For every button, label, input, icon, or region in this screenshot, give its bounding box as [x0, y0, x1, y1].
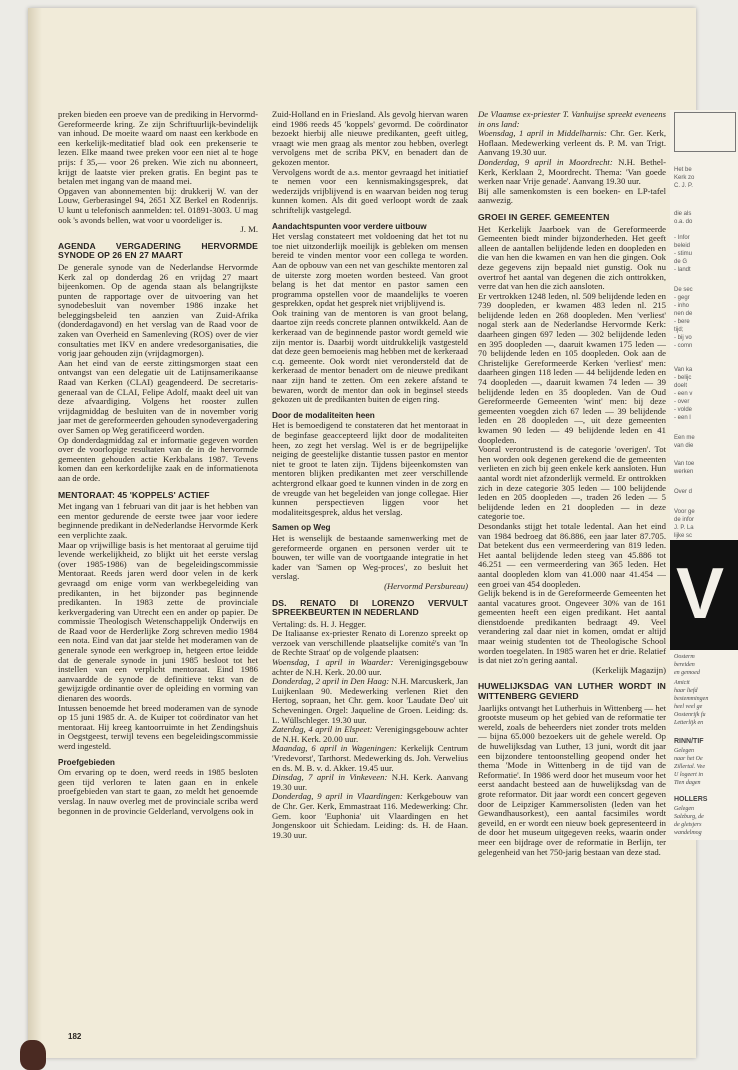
event-details: Verenigingsgebouw achter de N.H. Kerk. 20.00 uur.: [272, 657, 468, 677]
fragment-text: van die: [674, 443, 694, 449]
source-credit: (Hervormd Persbureau): [384, 580, 468, 591]
fragment-text: Gelegen: [674, 748, 694, 754]
fragment-text: Zillertal. Vee: [674, 764, 705, 770]
fragment-text: Gelegen: [674, 806, 694, 812]
paragraph: Zuid-Holland en in Friesland. Als gevolg hiervan waren eind 1986 reeds 45 'koppels' gevormd. De coördinator bezoekt hierbij alle nieuwe predikanten, geeft uitleg, vraagt wie men graag als mentor zou hebben, overlegt vervolgens met de scriba PKV, en benadert dan de gekozen mentor.: [272, 109, 468, 167]
paragraph: Met ingang van 1 februari van dit jaar is het hebben van een mentor gedurende de eerste twee jaar voor iedere beginnende predikant in deNederlandse Hervormde Kerk een verplichte zaak.: [58, 501, 258, 540]
advertisement: [670, 540, 738, 650]
paragraph: Ook training van de mentoren is van groot belang, daartoe zijn reeds concrete plannen ontwikkeld. Aan de kerkeraad van de beginnende pastor wordt gemeld wie zijn mentor is. Daarbij wordt uitdrukkelijk vastgesteld dat deze geen bemoeienis mag hebben met de kerkeraad c.q. gemeente. Ook wordt niet verondersteld dat de kerkeraad de mentor benadert om de nieuwe predikant naar zijn hand te zetten. Om een zekere afstand te bewaren, wordt de mentor dan ook in beginsel steeds gekozen uit de predikanten buiten de eigen ring.: [272, 307, 468, 405]
fragment-text: haar liefd: [674, 688, 698, 694]
fragment-text: - belijc: [674, 375, 692, 381]
fragment-text: RINN/TIF: [674, 738, 704, 745]
paragraph: Het verslag constateert met voldoening dat het tot nu toe niet uitzonderlijk moeilijk is gebleken om mensen bereid te vinden mentor voor een collega te worden. Aan de opbouw van een net van geschikte mentoren zal de uiterste zorg moeten worden besteed. Van groot belang is het dat mentor en pastor samen een programma opstellen voor de maandelijks te voeren gesprekken, opdat het gesprek niet vrijblijvend is.: [272, 231, 468, 309]
paragraph: Gelijk bekend is in de Gereformeerde Gemeenten het aantal vacatures groot. Ongeveer 30% van de 161 gemeenten heeft een eigen predikant. Het aantal dienstdoende predikanten bedraagt 49. Veel verandering zal daar niet in komen, omdat er altijd maar weinig studenten tot de Theologische School worden toegelaten. In 1985 waren het er drie. Relatief is dat niet zo'n gering aantal.: [478, 588, 666, 666]
fragment-text: en gemoed: [674, 670, 700, 676]
intro-paragraph: preken bieden een proeve van de prediking in Hervormd-Gereformeerde kring. Ze zijn Schriftuurlijk-bevindelijk van inhoud. De moeite waard om naast een kerkbode en een kerkelijk-meditatief blad ook een prekenserie te lezen. Elke maand twee preken voor een niet al te hoge prijs: f 35,— voor 26 preken. Wie zich nu abonneert, krijgt de laatste vier preken gratis. En begint pas te betalen met ingang van de maand mei.: [58, 109, 258, 187]
paragraph: Er vertrokken 1248 leden, nl. 509 belijdende leden en 739 doopleden, er kwamen 483 leden nl. 215 belijdende leden en 268 doopleden. Men 'verliest' nogal sterk aan de Nederlandse Hervormde Kerk: daarheen gingen 697 leden — 302 belijdende leden en 395 doopleden —, daaruit kwamen 175 leden — 70 belijdende leden en 105 doopleden. Ook aan de Christelijke Gereformeerde Kerken 'verliest' men: daarheen gingen 118 leden — 44 belijdende leden en 74 doopleden —, daaruit kwamen 74 leden — 39 belijdende leden en 35 doopleden. Van de Oud Gereformeerde Gemeenten 'wint' men: bij deze gemeenten voegden zich 67 leden — 39 belijdende leden en 28 doopleden —, uit deze gemeenten kwamen 90 leden — 49 belijdende leden en 41 doopleden.: [478, 290, 666, 445]
event-date: Zaterdag, 4 april in Elspeet:: [272, 724, 373, 735]
fragment-text: Letterlijk en: [674, 720, 704, 726]
fragment-text: o.a. do: [674, 219, 693, 225]
page-number: 182: [68, 1032, 82, 1041]
fragment-text: Kerk zo: [674, 175, 695, 181]
event-date: Woensdag, 1 april in Middelharnis:: [478, 128, 607, 139]
column-2: [272, 110, 468, 840]
fragment-text: - bij vo: [674, 335, 692, 341]
fragment-text: Over d: [674, 489, 693, 495]
event-details: Kerkgebouw van de Chr. Ger. Kerk, Emmastraat 116. Medewerking: Chr. Gem. koor 'Euphonia' uit Vlaardingen en het Jongenskoor uit Schiedam. Leiding: ds. H. de Haan. 19.30 uur.: [272, 791, 468, 840]
fragment-text: beleid: [674, 243, 691, 249]
paragraph: De Italiaanse ex-priester Renato di Lorenzo spreekt op verzoek van verschillende plaatselijke comité's van 'In de Rechte Straat' op de volgende plaatsen:: [272, 628, 468, 658]
event-entry: [272, 658, 468, 677]
fragment-text: - volde: [674, 407, 693, 413]
subheading: Aandachtspunten voor verdere uitbouw: [272, 221, 427, 231]
fragment-text: lijke sc: [674, 533, 693, 539]
fragment-text: De sec: [674, 287, 693, 293]
fragment-text: Voor ge: [674, 509, 695, 515]
event-date: Maandag, 6 april in Wageningen:: [272, 743, 397, 754]
event-entry: [272, 744, 468, 773]
fragment-text: Oosterm: [674, 654, 695, 660]
paragraph: Het Kerkelijk Jaarboek van de Gereformeerde Gemeenten biedt minder bijzonderheden. Het geeft alleen de aantallen belijdende leden en doopleden en die van hen die kwamen en van hen die gingen. Ook deze gegevens zijn bepaald niet gunstig. Ook nu overtrof het aantal van degenen die zich onttrokken, verre dat van hen die zich aansloten.: [478, 223, 666, 292]
fragment-text: tijd;: [674, 327, 684, 333]
fragment-text: Salzburg, de: [674, 814, 704, 820]
paragraph: Desondanks stijgt het totale ledental. Aan het eind van 1984 bedroeg dat 86.886, een jaar later 87.705. Dat betekent dus een vermeerdering van 819 leden. Het aantal belijdende leden steeg van 45.886 tot 46.251 — een vermeerdering van 365 leden. Het aantal doopleden klom van 41.000 naar 41.454 — een groei van 454 doopleden.: [478, 520, 666, 589]
event-date: Donderdag, 2 april in Den Haag:: [272, 676, 390, 687]
event-entry: [478, 129, 666, 158]
event-entry: [478, 158, 666, 187]
article-heading: DS. RENATO DI LORENZO VERVULT SPREEKBEURTEN IN NEDERLAND: [272, 597, 468, 618]
subheading: Proefgebieden: [58, 757, 115, 767]
paragraph: Vooral verontrustend is de categorie 'overigen'. Tot hen worden ook degenen gerekend die de gemeenten verlieten en zich bij geen enkele kerk aansloten. Hun aantal wordt niet afzonderlijk vermeld. Er onttrokken zich in deze categorie 305 leden — 100 belijdende leden en 205 doopleden —, traden 26 leden — 5 belijdende leden en 21 doopleden — in deze categorie toe.: [478, 444, 666, 522]
event-details: Verenigingsgebouw achter de N.H. Kerk. 20.00 uur.: [272, 724, 468, 744]
masthead-logo-icon: [674, 112, 736, 152]
fragment-text: de gletsjers: [674, 822, 702, 828]
paragraph: Vervolgens wordt de a.s. mentor gevraagd het initiatief te nemen voor een kennismakingsgesprek, dat wederzijds vrijblijvend is en waarvan beiden nog terug kunnen komen. Als dit goed verloopt wordt de zaak schriftelijk vastgelegd.: [272, 166, 468, 215]
adjacent-page-ads: [670, 650, 738, 840]
fragment-text: bereiden: [674, 662, 695, 668]
fragment-text: - een v: [674, 391, 693, 397]
fragment-text: naar het Oe: [674, 756, 703, 762]
subheading: Samen op Weg: [272, 523, 331, 533]
fragment-text: de G: [674, 259, 688, 265]
article-heading: MENTORAAT: 45 'KOPPELS' ACTIEF: [58, 489, 210, 500]
fragment-text: heel veel ge: [674, 704, 703, 710]
event-entry: [272, 677, 468, 725]
intro-paragraph: Opgaven van abonnementen bij: drukkerij W. van der Louw, Gerberasingel 94, 2651 XZ Berkel en Rodenrijs. U kunt u telefonisch aanmelden: tel. 01891-3003. U mag ook 's avonds bellen, wat voor u voordeliger is.: [58, 185, 258, 225]
fragment-text: - Infor: [674, 235, 690, 241]
fragment-text: - comn: [674, 343, 693, 349]
paragraph: Om ervaring op te doen, werd reeds in 1985 besloten geen tijd verloren te laten gaan en in enkele proefgebieden van start te gaan, zo meldt het genoemde verslag. In nauw overleg met de provinciale scriba werd begonnen in de provincie Gelderland, vervolgens ook in: [58, 767, 258, 816]
fragment-text: Van ka: [674, 367, 693, 373]
paragraph: Het is bemoedigend te constateren dat het mentoraat in de beginfase geaccepteerd lijkt door de modaliteiten heen, zo zegt het verslag. Wel is er de begrijpelijke neiging de geestelijke distantie tussen pastor en mentor niet te groot te laten zijn. Tijdens bijeenkomsten van mentoren blijken predikanten met zeer verschillende achtergrond elkaar goed te kunnen vinden in de zorg en de vreugde van het begeleiden van jonge collegae. Hier kunnen perspectieven liggen voor het modaliteitsgesprek, aldus het verslag.: [272, 420, 468, 517]
ad-letter: V: [676, 554, 725, 634]
fragment-text: Een me: [674, 435, 695, 441]
subheading: Door de modaliteiten heen: [272, 410, 375, 420]
fragment-text: werken: [674, 469, 694, 475]
fragment-text: C. J. P.: [674, 183, 693, 189]
event-date: Donderdag, 9 april in Moordrecht:: [478, 156, 613, 167]
event-entry: [272, 773, 468, 792]
fragment-text: HOLLERS: [674, 796, 708, 803]
paragraph: Maar op vrijwillige basis is het mentoraat al geruime tijd levende werkelijkheid, zo blijkt uit het eerste verslag (over 1985-1986) van de begeleidingscommissie Mentoraat. Reeds jaren werd door velen in de kerk gevraagd om enige vorm van werkbegeleiding van predikanten, in het bijzonder pas beginnende predikanten. In 1983 zette de provinciale kerkvergadering van Utrecht een en ander op papier. De commissie Theologisch Wetenschappelijk Onderwijs en de Raad voor de Herderlijke Zorg schreven medio 1984 een nota. Eind van dat jaar stelde het moderamen van de generale synode een werkgroep in, hetgeen ertoe leidde dat de generale synode in juni 1985 besloot tot het instellen van een verplicht mentoraat. Eind 1986 aanvaardde de synode de definitieve tekst van de gewijzigde ordinantie over de opleiding en vorming van dienaren des woords.: [58, 539, 258, 704]
author-initials: J. M.: [240, 224, 258, 235]
paragraph: Intussen benoemde het breed moderamen van de synode op 15 juni 1985 dr. A. de Kuiper tot coördinator van het mentoraat. Hij kreeg kantoorruimte in het Zendingshuis in Oegstgeest, terwijl tevens een begeleidingscommissie werd ingesteld.: [58, 702, 258, 751]
fragment-text: Het be: [674, 167, 692, 173]
article-heading: AGENDA VERGADERING HERVORMDE SYNODE OP 26 EN 27 MAART: [58, 240, 258, 261]
fragment-text: U logeert in: [674, 772, 703, 778]
paragraph: De Vlaamse ex-priester T. Vanhuijse spreekt eveneens in ons land:: [478, 109, 666, 129]
fragment-text: - over: [674, 399, 690, 405]
article-heading: HUWELIJKSDAG VAN LUTHER WORDT IN WITTENBERG GEVIERD: [478, 681, 666, 702]
paragraph: Het is wenselijk de bestaande samenwerking met de gereformeerde organen en personen verder uit te bouwen, ter wille van de voortgaande integratie in het kader van 'Samen op Weg-proces', zo besluit het verslag.: [272, 532, 468, 582]
paragraph: De generale synode van de Nederlandse Hervormde Kerk zal op donderdag 26 en vrijdag 27 maart bijeenkomen. Op de agenda staan als belangrijkste punten de rapportage over de uitvoering van het synodebesluit van november 1986 inzake het beleggingsbeleid ten aanzien van Zuid-Afrika (donderdagavond) en het verslag van de Raad voor de zaken van Overheid en Samenleving (ROS) over de vier consultaties met IKV en andere vredesorganisaties, die vorig jaar gehouden zijn (vrijdagmorgen).: [58, 261, 258, 359]
event-date: Donderdag, 9 april in Vlaardingen:: [272, 791, 403, 802]
fragment-text: bestemmingen: [674, 696, 709, 702]
thumb-icon: [20, 1040, 46, 1070]
fragment-text: de infor: [674, 517, 695, 523]
event-details: N.H. Marcuskerk, Jan Luijkenlaan 90. Medewerking verlenen Riet den Hertog, sopraan, het Chr. gem. koor 'Laudate Deo' uit Scheveningen. Orgel: Jaqueline de Groen. Leiding: ds. L. Wüllschleger. 19.30 uur.: [272, 676, 468, 725]
paragraph: Vertaling: ds. H. J. Hegger.: [272, 618, 367, 629]
paragraph: Jaarlijks ontvangt het Lutherhuis in Wittenberg — het grootste museum op het gebied van de reformatie ter wereld, zoals de beheerders niet zonder trots melden — bijna 65.000 bezoekers uit de gehele wereld. Op de huwelijksdag van Luther, 13 juni, wordt dit jaar een bijzondere tentoonstelling geopend onder het thema 'Mode in Wittenberg in de tijd van de Reformatie'. In 1986 werd door het museum voor het eerst aandacht besteed aan de huwelijksdag van de grote reformator. Dit jaar wordt een concert gegeven door de Leipziger Kammersolisten (leden van het Gewandhausorkest), een aantal facsimiles wordt geveild, en er wordt een nieuw boek gepresenteerd in de door het museum uitgegeven reeks, waarin onder meer een bijdrage over de reformatie in Berlijn, ter gelegenheid van het 750-jarig bestaan van deze stad.: [478, 702, 666, 857]
event-details: N.H. Bethel-Kerk, Kerklaan 2, Moordrecht. Thema: 'Van goede werken naar Vrije genade'. Aanvang 19.30 uur.: [478, 156, 666, 187]
paragraph: Aan het eind van de eerste zittingsmorgen staat een ontvangst van een delegatie uit de Latijnsamerikaanse Raad van Kerken (CLAI) geagendeerd. De secretaris-generaal van de CLAI, Felipe Adolf, maakt deel uit van deze afvaardiging. Volgens het rooster zullen vrijdagmiddag de besluiten van de in november vorig jaar met de gereformeerden gehouden synodevergadering over Samen op Weg geratificeerd worden.: [58, 357, 258, 435]
fragment-text: Van toe: [674, 461, 695, 467]
paragraph: Op donderdagmiddag zal er informatie gegeven worden over de voorlopige resultaten van de in de hervormde gemeenten gehouden actie Kerkbalans 1987. Tevens komen dan een kerkordelijke zaak en de informatienota aan de orde.: [58, 434, 258, 483]
article-heading: GROEI IN GEREF. GEMEENTEN: [478, 211, 610, 222]
event-date: Dinsdag, 7 april in Vinkeveen:: [272, 772, 388, 783]
fragment-text: wandelmog: [674, 830, 702, 836]
fragment-text: nen de: [674, 311, 693, 317]
paragraph: Bij alle samenkomsten is een boeken- en LP-tafel aanwezig.: [478, 185, 666, 206]
fragment-text: J. P. La: [674, 525, 694, 531]
column-1: [58, 110, 258, 816]
fragment-text: doelt: [674, 383, 688, 389]
column-3: [478, 110, 666, 857]
fragment-text: Oostenrijk fu: [674, 712, 706, 718]
event-entry: [272, 792, 468, 840]
fragment-text: - stimu: [674, 251, 692, 257]
event-details: Kerkelijk Centrum 'Vredevorst', Tarthorst. Medewerking ds. Joh. Verwelius en ds. M. B. v. d. Akker. 19.45 uur.: [272, 743, 468, 773]
event-details: N.H. Kerk. Aanvang 19.30 uur.: [272, 772, 469, 792]
event-entry: [272, 725, 468, 744]
fragment-text: - landt: [674, 267, 691, 273]
event-details: Chr. Ger. Kerk, Hoflaan. Medewerking verleent ds. P. M. van Trigt. Aanvang 19.30 uur.: [478, 128, 666, 158]
fragment-text: - bere: [674, 319, 690, 325]
fragment-text: - gegr: [674, 295, 690, 301]
fragment-text: - een l: [674, 415, 691, 421]
fragment-text: - inho: [674, 303, 690, 309]
event-date: Woensdag, 1 april in Waarder:: [272, 657, 394, 668]
fragment-text: die als: [674, 211, 692, 217]
source-credit: (Kerkelijk Magazijn): [592, 664, 666, 675]
fragment-text: Amicit: [674, 680, 690, 686]
fragment-text: Tien dagen: [674, 780, 701, 786]
